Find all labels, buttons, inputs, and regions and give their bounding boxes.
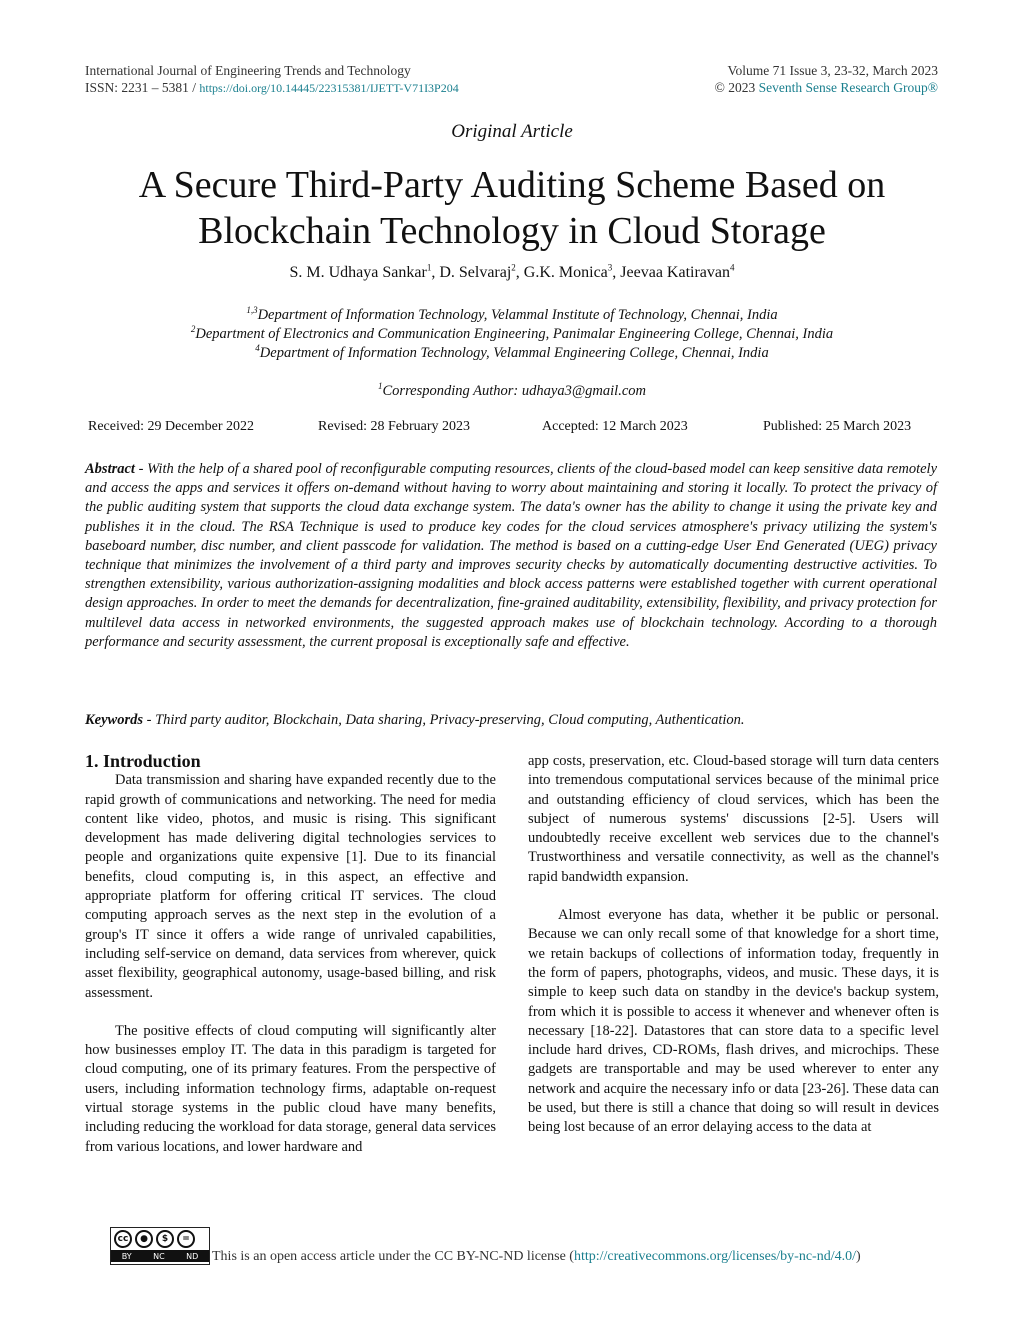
section-heading: 1. Introduction: [85, 751, 201, 771]
paragraph: Almost everyone has data, whether it be public or personal. Because we can only recall some of that knowledge for a short time, we retain backups of collections of information today, frequently in the form of papers, photographs, videos, and music. These days, it is simple to keep such data on standby in the device's backup system, from which it is possible to access it whenever and whenever often is necessary [18-22]. Datastores that can store data to a specific level include hard drives, CD-ROMs, flash drives, and microchips. These gadgets are transportable and may be used wherever to enter any network and acquire the necessary info or data [23-26]. These data can be used, but there is still a chance that doing so will result in devices being lost because of an error delaying access to the data at: [528, 907, 939, 1136]
affil-text: Department of Electronics and Communication Engineering, Panimalar Engineering College, Chennai, India: [195, 326, 834, 342]
cc-license-badge[interactable]: [110, 1227, 210, 1265]
paragraph: The positive effects of cloud computing will significantly alter how businesses employ IT. The data in this paradigm is targeted for cloud computing, one of its primary features. From the perspective of users, including information technology firms, adaptable on-request virtual storage systems in the public cloud have many benefits, including reducing the workload for data storage, general data services from various locations, and lower hardware and: [85, 1022, 496, 1155]
doi-link[interactable]: https://doi.org/10.14445/22315381/IJETT-V71I3P204: [199, 81, 459, 95]
copyright: © 2023: [714, 80, 759, 95]
author: G.K. Monica: [523, 264, 608, 281]
badge-nc: NC: [153, 1251, 165, 1261]
received-date: Received: 29 December 2022: [88, 419, 254, 434]
publisher-link[interactable]: Seventh Sense Research Group®: [758, 80, 938, 95]
author-sup: 4: [730, 262, 735, 273]
license-link[interactable]: http://creativecommons.org/licenses/by-nc-nd/4.0/: [573, 1249, 856, 1264]
affil-sup: 4: [255, 343, 260, 354]
affil-sup: 1,3: [246, 305, 258, 316]
affiliation: [0, 306, 1024, 325]
cc-icon: cc: [114, 1230, 132, 1248]
nd-equals-icon: =: [177, 1230, 195, 1248]
author: Jeevaa Katiravan: [620, 264, 730, 281]
affil-text: Department of Information Technology, Velammal Institute of Technology, Chennai, India: [257, 307, 778, 323]
affil-text: Department of Information Technology, Velammal Engineering College, Chennai, India: [259, 345, 769, 361]
license-text: [212, 1249, 861, 1265]
issn-line: [85, 79, 459, 97]
keywords-text: - Third party auditor, Blockchain, Data sharing, Privacy-preserving, Cloud computing, Authentication.: [143, 712, 745, 728]
affiliations: [0, 306, 1024, 363]
keywords: [85, 712, 937, 729]
abstract-label: Abstract: [85, 461, 135, 477]
paper-title: A Secure Third-Party Auditing Scheme Based on Blockchain Technology in Cloud Storage: [138, 164, 886, 252]
author-sup: 2: [511, 262, 516, 273]
license-suffix: ): [855, 1249, 861, 1264]
by-person-icon: ●: [135, 1230, 153, 1248]
affil-sup: 2: [190, 324, 196, 335]
nc-dollar-icon: $: [156, 1230, 174, 1248]
issn: ISSN: 2231 – 5381 /: [85, 80, 200, 95]
paragraph: app costs, preservation, etc. Cloud-based storage will turn data centers into tremendous computational services because of the minimal price and outstanding efficiency of cloud services, which has been the subject of numerous systems' discussions [2-5]. Users will undoubtedly receive excellent web services due to the channel's Trustworthiness and versatile connectivity, as well as the channel's rapid bandwidth expansion.: [528, 753, 939, 885]
volume-info: Volume 71 Issue 3, 23-32, March 2023: [727, 63, 938, 78]
copyright-line: [715, 79, 938, 96]
volume-header: [715, 62, 938, 96]
keywords-label: Keywords: [85, 712, 143, 728]
corr-sup: 1: [378, 381, 383, 392]
corresponding-author: [0, 382, 1024, 401]
published-date: Published: 25 March 2023: [763, 419, 912, 434]
journal-name: International Journal of Engineering Trends and Technology: [85, 63, 411, 78]
abstract: [85, 460, 937, 652]
journal-header: [85, 62, 459, 97]
affiliation: [0, 325, 1024, 344]
author: D. Selvaraj: [439, 264, 512, 281]
article-type: Original Article: [451, 121, 573, 142]
author-list: S. M. Udhaya Sankar$^1$, D. Selvaraj$^2$, G.K. Monica$^3$, Jeevaa Katiravan$^4$: [289, 262, 735, 281]
corr-text: Corresponding Author: udhaya3@gmail.com: [382, 383, 646, 399]
abstract-text: - With the help of a shared pool of reconfigurable computing resources, clients of the cloud-based model can keep sensitive data remotely and access the apps and services it offers on-demand without having to worry about maintaining and storing it locally. To protect the privacy of the public auditing system that supports the cloud data exchange system. The data's owner has the ability to change it using the private key and publishes it in the cloud. The RSA Technique is used to produce key codes for the cloud services atmosphere's privacy utilizing the system's baseboard number, disc number, and client passcode for validation. The method is based on a cutting-edge User End Generated (UEG) privacy technique that minimizes the involvement of a third party and improves security checks by automatically documenting destructive activities. To strengthen extensibility, various authorization-assigning modalities and block access patterns were established together with current operational design approaches. In order to meet the demands for decentralization, fine-grained auditability, extensibility, flexibility, and privacy protection for multilevel data access in networked environments, the suggested approach makes use of blockchain technology. According to a thorough performance and security assessment, the current proposal is exceptionally safe and effective.: [85, 461, 937, 650]
badge-nd: ND: [186, 1251, 199, 1261]
license-prefix: This is an open access article under the CC BY-NC-ND license (: [212, 1249, 574, 1264]
badge-by: BY: [121, 1251, 132, 1261]
author-sup: 1: [426, 262, 432, 273]
accepted-date: Accepted: 12 March 2023: [542, 419, 688, 434]
revised-date: Revised: 28 February 2023: [318, 419, 471, 434]
author: S. M. Udhaya Sankar: [289, 264, 427, 281]
right-column: [528, 752, 939, 1138]
affiliation: [0, 344, 1024, 363]
author-sup: 3: [607, 262, 613, 273]
paragraph: Data transmission and sharing have expanded recently due to the rapid growth of communications and networking. The need for media content like video, photos, and music is rising. This significant development has made delivering digital technologies services to people and organizations quite expensive [1]. Due to its financial benefits, cloud computing is, in this aspect, an effective and appropriate platform for offering critical IT services. The cloud computing approach serves as the next step in the evolution of a group's IT since it offers a wide range of unrivaled capabilities, including self-service on demand, data services from wherever, quick asset flexibility, geographical autonomy, usage-based billing, and risk assessment.: [85, 772, 496, 1001]
left-column: [85, 752, 496, 1157]
